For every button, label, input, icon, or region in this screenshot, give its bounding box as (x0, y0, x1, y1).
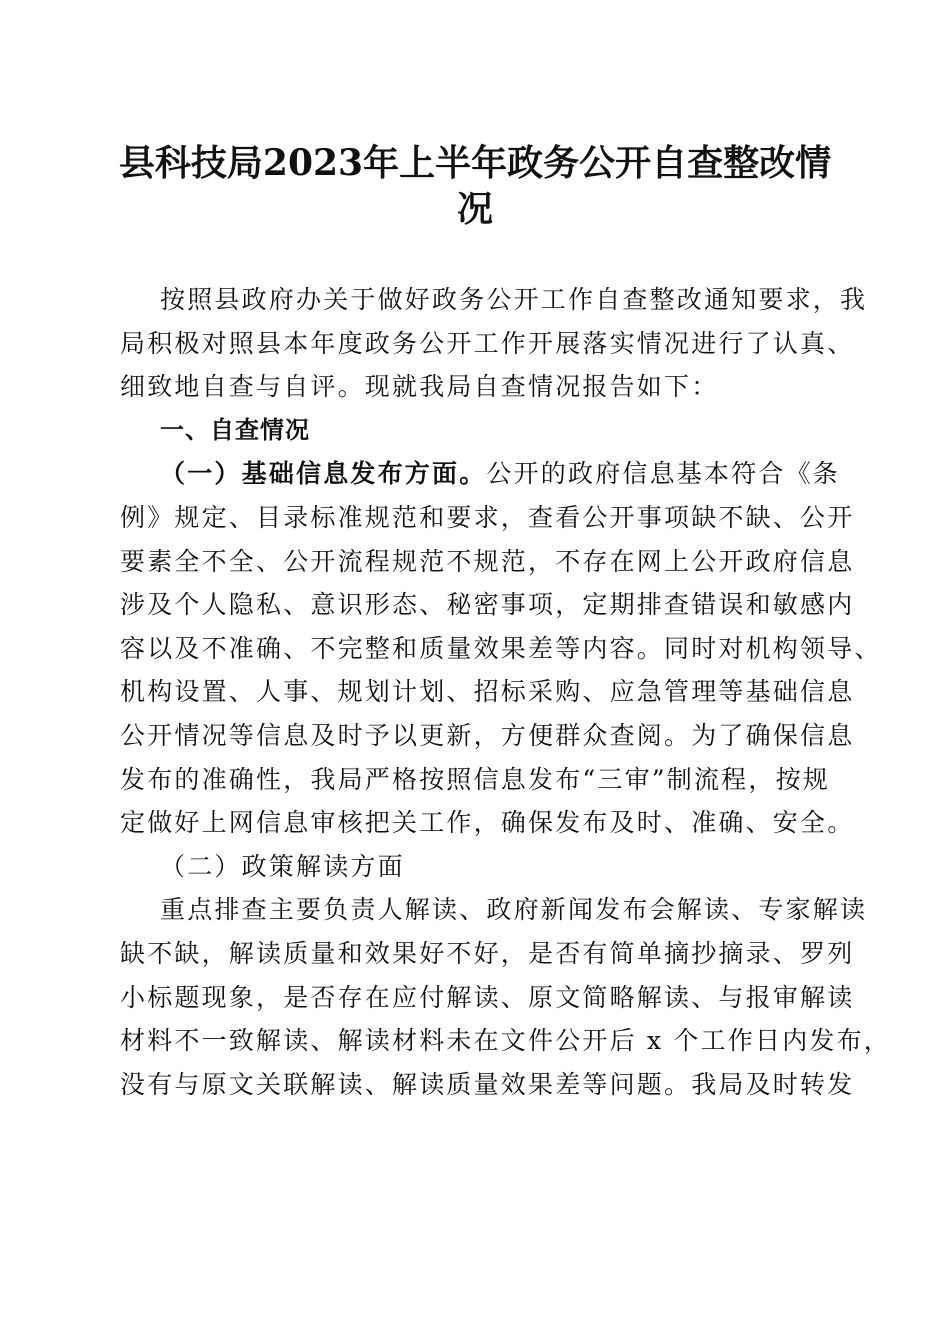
subsection-1-line: 容以及不准确、不完整和质量效果差等内容。同时对机构领导、 (120, 633, 882, 663)
subsection-1-heading: （一）基础信息发布方面。 (160, 459, 487, 489)
subsection-1-line: 机构设置、人事、规划计划、招标采购、应急管理等基础信息 (120, 677, 855, 707)
subsection-2-line: 没有与原文关联解读、解读质量效果差等问题。我局及时转发 (120, 1069, 855, 1099)
subsection-2-line: 材料不一致解读、解读材料未在文件公开后 x 个工作日内发布， (120, 1026, 891, 1056)
subsection-1-line: 公开的政府信息基本符合《条 (486, 459, 841, 489)
document-title-line-2: 况 (456, 188, 493, 230)
intro-line: 细致地自查与自评。现就我局自查情况报告如下： (120, 372, 719, 402)
subsection-2-line: 重点排查主要负责人解读、政府新闻发布会解读、专家解读 (160, 895, 868, 925)
document-body (120, 278, 891, 1106)
document-title-line-1: 县科技局2023年上半年政务公开自查整改情 (118, 142, 832, 184)
subsection-1-line: 要素全不全、公开流程规范不规范，不存在网上公开政府信息 (120, 546, 855, 576)
subsection-1-line: 涉及个人隐私、意识形态、秘密事项，定期排查错误和敏感内 (120, 590, 855, 620)
document-title (110, 140, 840, 232)
subsection-1-line: 例》规定、目录标准规范和要求，查看公开事项缺不缺、公开 (120, 502, 855, 532)
subsection-2-line: 小标题现象，是否存在应付解读、原文简略解读、与报审解读 (120, 982, 855, 1012)
intro-line: 按照县政府办关于做好政务公开工作自查整改通知要求，我 (160, 285, 868, 314)
subsection-1-line: 发布的准确性，我局严格按照信息发布“三审”制流程，按规 (120, 764, 830, 794)
subsection-1-line: 定做好上网信息审核把关工作，确保发布及时、准确、安全。 (120, 808, 855, 838)
subsection-2-heading: （二）政策解读方面 (160, 851, 405, 881)
section-heading: 一、自查情况 (160, 415, 310, 444)
subsection-1-line: 公开情况等信息及时予以更新，方便群众查阅。为了确保信息 (120, 720, 855, 750)
subsection-1-first-line (120, 452, 840, 496)
subsection-2-line: 缺不缺，解读质量和效果好不好，是否有简单摘抄摘录、罗列 (120, 938, 855, 968)
intro-line: 局积极对照县本年度政务公开工作开展落实情况进行了认真、 (120, 328, 855, 358)
